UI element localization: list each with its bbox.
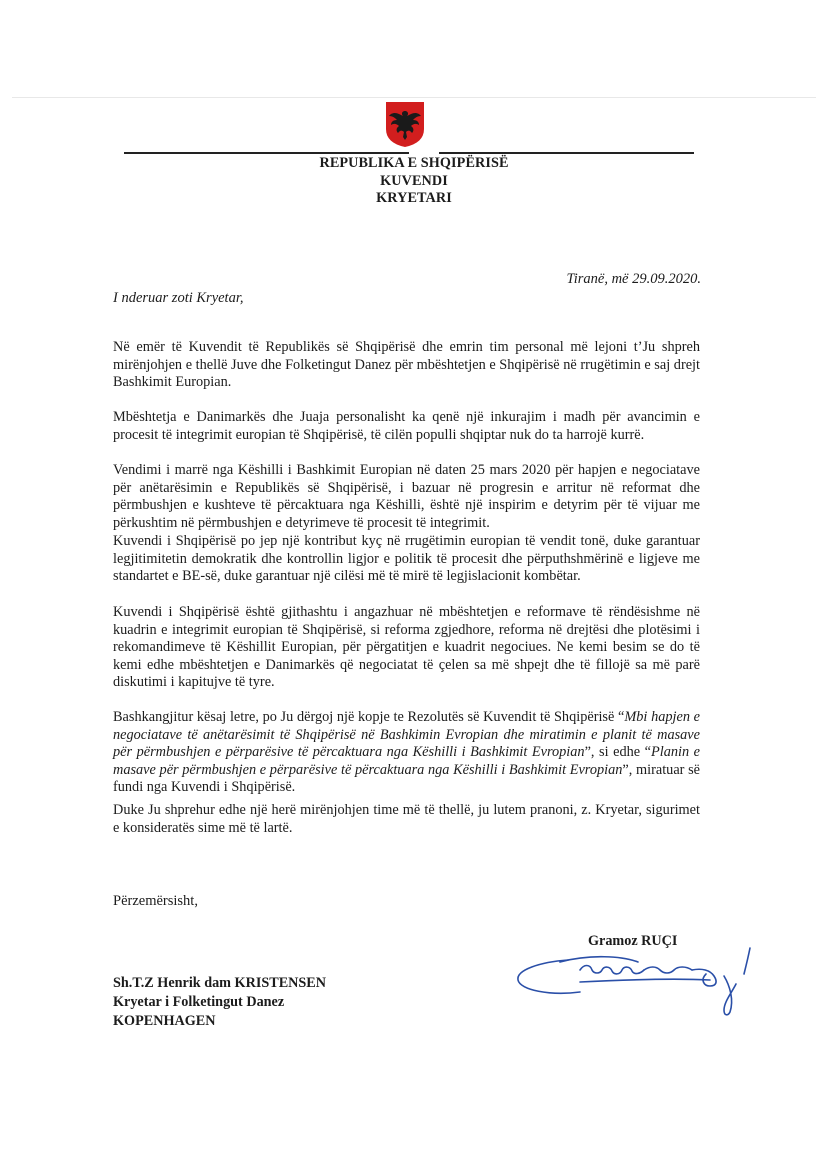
- paragraph-parliament-contribution: Kuvendi i Shqipërisë po jep një kontribut kyç në rrugëtimin europian të vendit tonë, duke garantuar legjitimitetin demokratik dhe kontrollin ligjor e politik të procesit dhe përputhshmërinë e ligjeve me standartet e BE-së, duke garantuar një cilësi më të mirë të legjislacionit kombëtar.: [113, 533, 700, 585]
- signer-name: Gramoz RUÇI: [588, 933, 678, 949]
- paragraph-attachment: [113, 709, 700, 797]
- addressee-title: Kryetar i Folketingut Danez: [113, 994, 285, 1010]
- header-speaker: KRYETARI: [376, 190, 452, 206]
- letter-date: Tiranë, më 29.09.2020.: [566, 271, 701, 287]
- header-republic: REPUBLIKA E SHQIPËRISË: [319, 155, 509, 171]
- paragraph-closing-regards: Duke Ju shprehur edhe një herë mirënjohjen time më të thellë, ju lutem pranoni, z. Kryetar, sigurimet e konsideratës sime më të lartë.: [113, 802, 700, 836]
- handwritten-signature-icon: [510, 940, 780, 1020]
- addressee-name: Sh.T.Z Henrik dam KRISTENSEN: [113, 975, 327, 991]
- paragraph-support: Mbështetja e Danimarkës dhe Juaja personalisht ka qenë një inkurajim i madh për avancimin e procesit të integrimit europian të Shqipërisë, të cilën populli shqiptar nuk do ta harrojë kurrë.: [113, 409, 700, 443]
- resolution-title: Mbi hapjen e negociatave të anëtarësimit të Shqipërisë në Bashkimin Evropian dhe miratimin e planit të masave për përmbushjen e përparësive të përcaktuara nga Këshilli i Bashkimit Evropian: [113, 709, 700, 761]
- page-top-rule: [12, 97, 816, 98]
- plan-title: Planin e masave për përmbushjen e përparësive të përcaktuara nga Këshilli i Bashkimit Evropian: [113, 744, 701, 778]
- attachment-text-a: Bashkangjitur kësaj letre, po Ju dërgoj një kopje te Rezolutës së Kuvendit të Shqipërisë “: [113, 709, 625, 725]
- paragraph-gratitude: Në emër të Kuvendit të Republikës së Shqipërisë dhe emrin tim personal më lejoni t’Ju shpreh mirënjohjen e thellë Juve dhe Folketingut Danez për mbështetjen e Shqipërisë në rrugëtimin e saj drejt Bashkimit Europian.: [113, 339, 700, 391]
- attachment-text-c: ”, si edhe “: [584, 744, 651, 761]
- header-parliament: KUVENDI: [380, 173, 448, 189]
- attachment-text-e: ”, miratuar së fundi nga Kuvendi i Shqipërisë.: [113, 761, 700, 796]
- addressee-city: KOPENHAGEN: [113, 1013, 216, 1029]
- salutation: I nderuar zoti Kryetar,: [113, 290, 244, 306]
- albanian-eagle-emblem-icon: [380, 99, 430, 149]
- header-divider: [124, 152, 694, 154]
- paragraph-reforms: Kuvendi i Shqipërisë është gjithashtu i angazhuar në mbështetjen e reformave të rëndësishme në kuadrin e integrimit europian të Shqipërisë, si reforma zgjedhore, reforma në drejtësi dhe plotësimi i rekomandimeve të Këshillit Europian, për përgatitjen e kuadrit negociues. Ne kemi besim se do të kemi edhe mbështetjen e Danimarkës që negociatat të çelen sa më shpejt dhe të fillojë sa më parë diskutimi i kapitujve të tyre.: [113, 604, 700, 691]
- closing-greeting: Përzemërsisht,: [113, 893, 198, 909]
- paragraph-council-decision: Vendimi i marrë nga Këshilli i Bashkimit Europian në daten 25 mars 2020 për hapjen e negociatave për anëtarësimin e Republikës së Shqipërisë, i bazuar në progresin e arritur në reformat dhe përmbushjen e kushteve të përcaktuara nga Këshilli, është një inspirim e detyrim për të vijuar me përkushtim në përmbushjen e detyrimeve të procesit të integrimit.: [113, 462, 700, 531]
